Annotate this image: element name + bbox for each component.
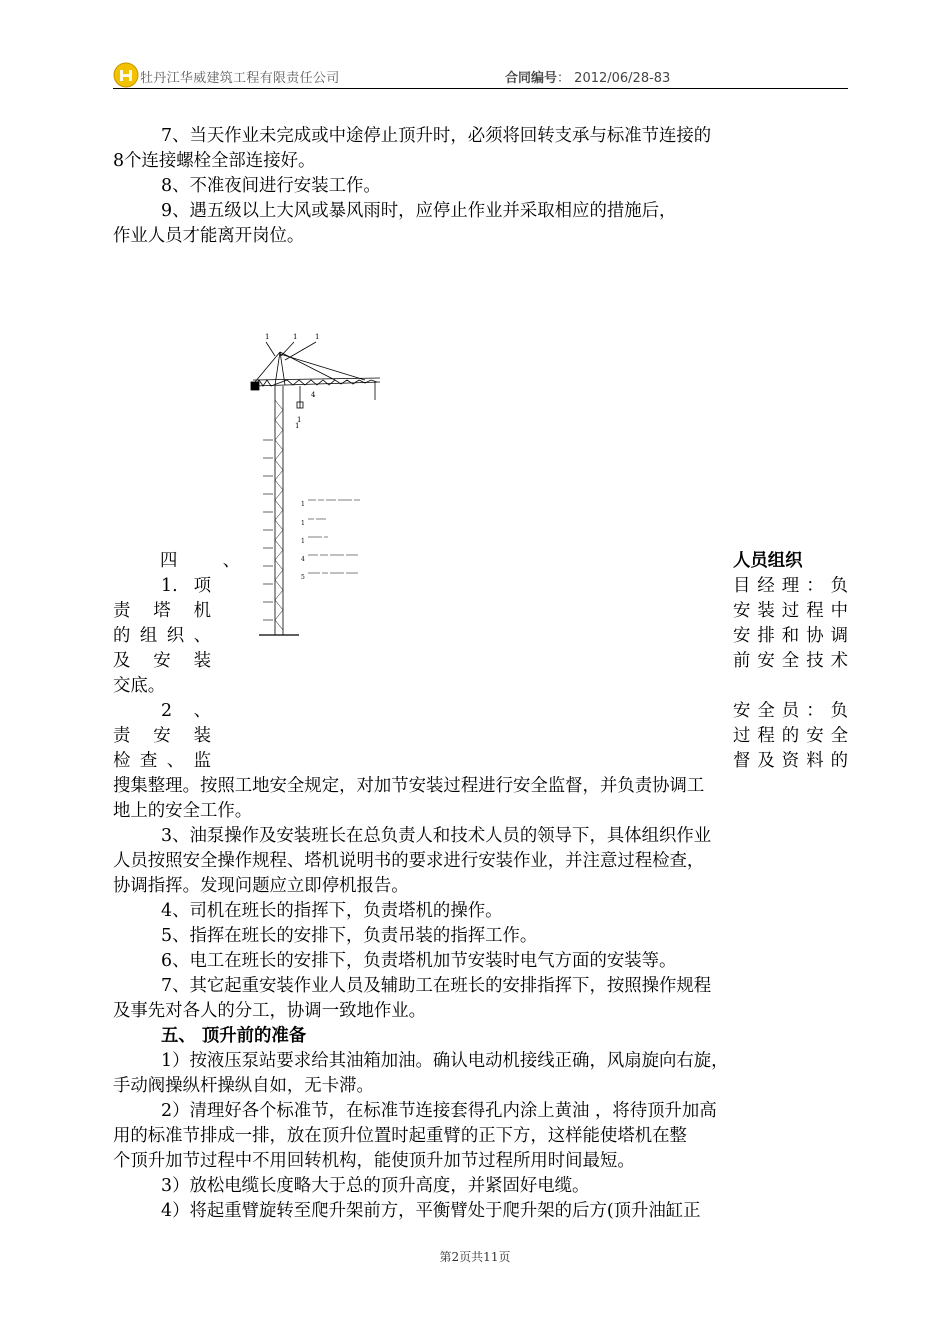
callout-label: 1 [293, 333, 298, 341]
right-col-line: 目经理：负 [733, 576, 848, 596]
tower-crane-diagram [245, 330, 385, 640]
legend-number: 1 [301, 538, 305, 545]
text-line: 2）清理好各个标准节，在标准节连接套得孔内涂上黄油 ，将待顶升加高 [161, 1101, 717, 1121]
legend-number: 1 [301, 501, 305, 508]
page-number: 第2页共11页 [439, 1250, 511, 1264]
text-line: 1）按液压泵站要求给其油箱加油。确认电动机接线正确，风扇旋向右旋， [161, 1051, 729, 1071]
text-line: 协调指挥。发现问题应立即停机报告。 [113, 876, 409, 896]
legend-number: 1 [301, 520, 305, 527]
right-col-line: 过程的安全 [733, 726, 848, 746]
text-line: 9、遇五级以上大风或暴风雨时，应停止作业并采取相应的措施后， [161, 201, 677, 221]
page-header [113, 62, 848, 89]
text-line: 搜集整理。按照工地安全规定，对加节安装过程进行安全监督，并负责协调工 [113, 776, 705, 796]
right-col-line: 安全员：负 [733, 701, 848, 721]
text-line: 手动阀操纵杆操纵自如，无卡滞。 [113, 1076, 374, 1096]
left-col-line: 交底。 [113, 676, 166, 696]
legend-number: 5 [301, 574, 305, 581]
text-line: 作业人员才能离开岗位。 [113, 226, 305, 246]
right-col-line: 安装过程中 [733, 601, 848, 621]
text-line: 4、司机在班长的指挥下，负责塔机的操作。 [161, 901, 503, 921]
text-line: 人员按照安全操作规程、塔机说明书的要求进行安装作业，并注意过程检查， [113, 851, 705, 871]
text-line: 5、指挥在班长的安排下，负责吊装的指挥工作。 [161, 926, 538, 946]
left-col-line: 责 塔 机 [113, 601, 211, 621]
text-line: 6、电工在班长的安排下，负责塔机加节安装时电气方面的安装等。 [161, 951, 677, 971]
text-line: 4）将起重臂旋转至爬升架前方，平衡臂处于爬升架的后方(顶升油缸正 [161, 1201, 701, 1221]
company-logo-icon [113, 62, 139, 88]
right-col-line: 督及资料的 [733, 751, 848, 771]
text-line: 个顶升加节过程中不用回转机构，能使顶升加节过程所用时间最短。 [113, 1151, 635, 1171]
left-col-line: 2 、 [161, 701, 211, 721]
company-name: 牡丹江华威建筑工程有限责任公司 [140, 71, 340, 86]
callout-label: 1 [265, 333, 270, 341]
text-line: 7、当天作业未完成或中途停止顶升时，必须将回转支承与标准节连接的 [161, 126, 712, 146]
left-col-line: 的组织、 [113, 626, 211, 646]
text-line: 3）放松电缆长度略大于总的顶升高度，并紧固好电缆。 [161, 1176, 590, 1196]
right-col-line: 安排和协调 [733, 626, 848, 646]
right-col-line: 前安全技术 [733, 651, 848, 671]
contract-number: 合同编号： 2012/06/28-83 [505, 71, 671, 86]
legend-number: 4 [301, 556, 305, 563]
text-line: 8、不准夜间进行安装工作。 [161, 176, 381, 196]
left-col-line: 1. 项 [161, 576, 211, 596]
callout-label: 1 [315, 333, 320, 341]
text-line: 3、油泵操作及安装班长在总负责人和技术人员的领导下，具体组织作业 [161, 826, 712, 846]
section4-heading-right: 人员组织 [733, 551, 803, 571]
callout-label: 4 [311, 391, 316, 399]
text-line: 及事先对各人的分工，协调一致地作业。 [113, 1001, 427, 1021]
left-col-line: 责 安 装 [113, 726, 211, 746]
text-line: 用的标准节排成一排，放在顶升位置时起重臂的正下方，这样能使塔机在整 [113, 1126, 687, 1146]
text-line: 8个连接螺栓全部连接好。 [113, 151, 316, 171]
section5-heading: 五、 顶升前的准备 [161, 1026, 307, 1046]
section4-heading-left: 四 、 [160, 551, 240, 571]
text-line: 地上的安全工作。 [113, 801, 253, 821]
left-col-line: 检查、监 [113, 751, 211, 771]
callout-label: 1 [297, 416, 302, 424]
left-col-line: 及 安 装 [113, 651, 211, 671]
text-line: 7、其它起重安装作业人员及辅助工在班长的安排指挥下，按照操作规程 [161, 976, 712, 996]
callout-label: 1 [295, 422, 300, 430]
